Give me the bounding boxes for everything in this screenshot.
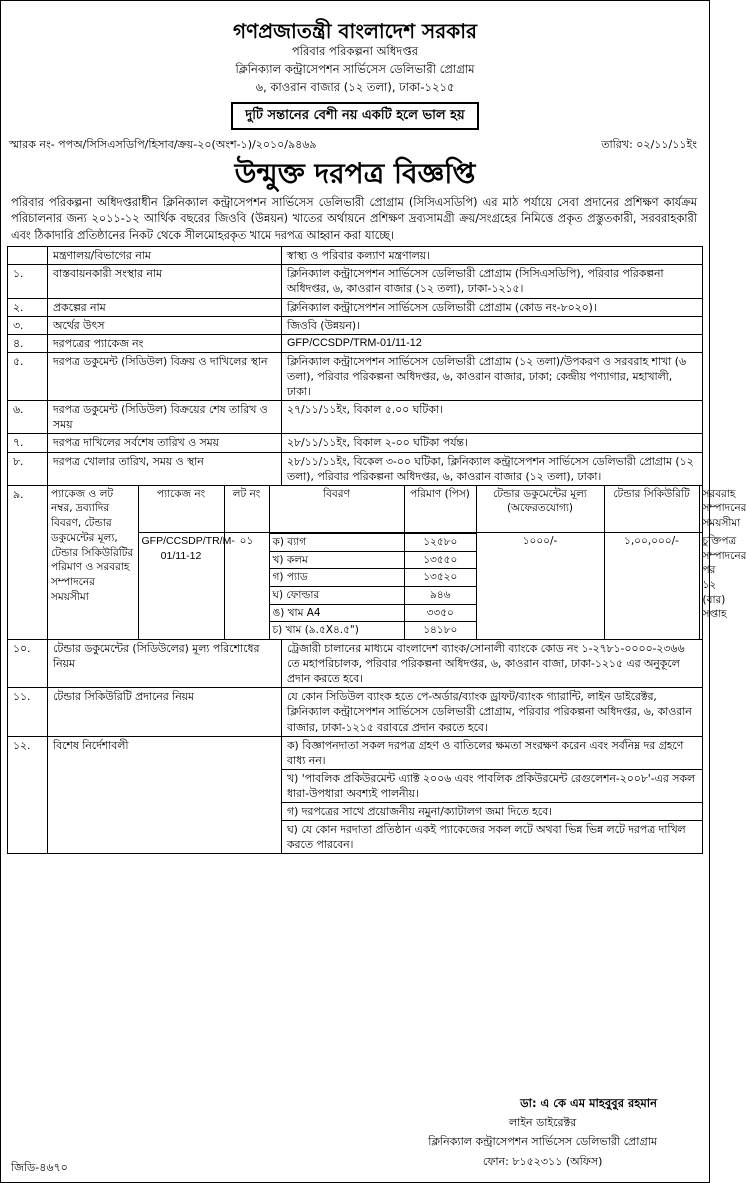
gd-number: জিডি-৪৬৭০	[11, 1161, 68, 1174]
row-number: ১০.	[8, 639, 48, 687]
table-row	[8, 316, 703, 334]
table-row	[8, 334, 703, 352]
row-number	[8, 247, 48, 265]
col-header-description: বিবরণ	[269, 486, 404, 533]
row-label: প্রকল্পের নাম	[48, 298, 282, 316]
office-phone: ফোন: ৮১৫২৩১১ (অফিস)	[482, 1154, 603, 1168]
package-lot-label: প্যাকেজ ও লট নম্বর, দ্রব্যাদির বিবরণ, টেন্ডার ডকুমেন্টের মূল্য, টেন্ডার সিকিউরিটির পরিমাণ ও সরবরাহ সম্পাদনের সময়সীমা	[51, 487, 134, 603]
row-value: ২৮/১১/১১ইং, বিকাল ২-০০ ঘটিকা পর্যন্ত।	[282, 434, 703, 452]
col-header-lot: লট নং	[224, 486, 269, 533]
row-label: দরপত্র দাখিলের সর্বশেষ তারিখ ও সময়	[48, 434, 282, 452]
document-price: ১০০০/-	[476, 532, 604, 639]
table-row	[8, 247, 703, 265]
table-row	[8, 485, 703, 639]
row-label: অর্থের উৎস	[48, 316, 282, 334]
item-row	[270, 533, 476, 551]
row-number: ৩.	[8, 316, 48, 334]
item-quantity: ১৩৫৫০	[405, 551, 476, 569]
col-header-quantity: পরিমাণ (পিস)	[404, 486, 476, 533]
signatory-name: ডা: এ কে এম মাহবুবুর রহমান	[520, 1096, 657, 1110]
col-header-doc-price: টেন্ডার ডকুমেন্টের মূল্য (অফেরতযোগ্য)	[476, 486, 604, 533]
row-value: ট্রেজারী চালানের মাধ্যমে বাংলাদেশ ব্যাংক/সোনালী ব্যাংকে কোড নং ১-২৭৮১-০০০০-২৩৬৬ তে মহাপরিচালক, পরিবার পরিকল্পনা অধিদপ্তর, ৬, কাওরান বাজা, ঢাকা-১২১৫ এর অনুকূলে প্রদান করতে হবে।	[282, 639, 703, 687]
row-number: ২.	[8, 298, 48, 316]
table-row	[8, 298, 703, 316]
items-list	[270, 533, 476, 639]
item-description: চ) খাম (৯.৫X৪.৫")	[270, 622, 405, 639]
item-description: ঘ) ফোল্ডার	[270, 586, 405, 604]
government-heading: গণপ্রজাতন্ত্রী বাংলাদেশ সরকার	[233, 19, 477, 43]
row-number: ৫.	[8, 352, 48, 400]
office-address: ৬, কাওরান বাজার (১২ তলা), ঢাকা-১২১৫	[255, 79, 455, 94]
directorate-name: পরিবার পরিকল্পনা অধিদপ্তর	[291, 44, 419, 58]
item-quantity: ১৪১৮০	[405, 622, 476, 639]
row-number: ৪.	[8, 334, 48, 352]
item-description: ঙ) খাম A4	[270, 604, 405, 622]
row-label: টেন্ডার সিকিউরিটি প্রদানের নিয়ম	[48, 688, 282, 736]
item-row	[270, 569, 476, 587]
row-value: ক্লিনিক্যাল কন্ট্রাসেপশন সার্ভিসেস ডেলিভারী প্রোগ্রাম (সিসিএসডিপি), পরিবার পরিকল্পনা অধিদপ্তর, ৬, কাওরান বাজার (১২ তলা), ঢাকা-১২১৫।	[282, 265, 703, 298]
row-number: ৯.	[8, 485, 48, 639]
row-value: ক্লিনিক্যাল কন্ট্রাসেপশন সার্ভিসেস ডেলিভারী প্রোগ্রাম (কোড নং-৮০২০)।	[282, 298, 703, 316]
item-row	[270, 604, 476, 622]
item-row	[270, 551, 476, 569]
row-number: ৮.	[8, 452, 48, 485]
row-value: GFP/CCSDP/TRM-01/11-12	[282, 334, 703, 352]
item-description: ক) ব্যাগ	[270, 533, 405, 551]
row-value: ২৮/১১/১১ইং, বিকেল ৩-০০ ঘটিকা, ক্লিনিক্যাল কন্ট্রাসেপশন সার্ভিসেস ডেলিভারী প্রোগ্রাম (১২ তলা), পরিবার পরিকল্পনা অধিদপ্তর, ৬, কাওরান বাজার (১২ তলা), ঢাকা।	[282, 452, 703, 485]
signatory-designation: লাইন ডাইরেক্টর	[508, 1116, 577, 1130]
delivery-deadline: চুক্তিপত্র সম্পাদনের পর ১২ (বার) সপ্তাহ	[699, 532, 702, 639]
col-header-deadline: সরবরাহ সম্পাদনের সময়সীমা	[699, 486, 702, 533]
col-header-security: টেন্ডার সিকিউরিটি	[604, 486, 699, 533]
table-row	[8, 736, 703, 854]
notice-intro: পরিবার পরিকল্পনা অধিদপ্তরাধীন ক্লিনিক্যাল কন্ট্রাসেপশন সার্ভিসেস ডেলিভারী প্রোগ্রাম (সিসিএসডিপি) এর মাঠ পর্যায়ে সেবা প্রদানের প্রশিক্ষণ কার্যক্রম পরিচালনার জন্য ২০১১-১২ আর্থিক বছরের জিওবি (উন্নয়ন) খাতের অর্থায়নে প্রশিক্ষণ দ্রব্যসামগ্রী ক্রয়/সংগ্রহের নিমিত্তে প্রকৃত প্রস্তুতকারী, সরবরাহকারী এবং ঠিকাদারি প্রতিষ্ঠানের নিকট থেকে সীলমোহরকৃত খামে দরপত্র আহ্বান করা যাচ্ছে।	[11, 196, 697, 242]
item-row	[270, 622, 476, 639]
memo-date: তারিখ: ০২/১১/১১ইং	[601, 137, 697, 151]
row-label: টেন্ডার ডকুমেন্টের (সিডিউলের) মূল্য পরিশোধের নিয়ম	[48, 639, 282, 687]
row-label: বাস্তবায়নকারী সংস্থার নাম	[48, 265, 282, 298]
tender-security: ১,০০,০০০/-	[604, 532, 699, 639]
table-row	[8, 639, 703, 687]
table-row	[8, 688, 703, 736]
tender-details-table	[7, 246, 746, 854]
item-row	[270, 586, 476, 604]
row-number: ৬.	[8, 401, 48, 434]
lot-number: ০১	[224, 532, 269, 639]
row-label: দরপত্র খোলার তারিখ, সময় ও স্থান	[48, 452, 282, 485]
item-quantity: ৯৪৬	[405, 586, 476, 604]
row-label: বিশেষ নির্দেশাবলী	[48, 736, 282, 854]
notice-title: উন্মুক্ত দরপত্র বিজ্ঞপ্তি	[234, 157, 476, 191]
col-header-package: প্যাকেজ নং	[138, 486, 224, 533]
signatory-program: ক্লিনিক্যাল কন্ট্রাসেপশন সার্ভিসেস ডেলিভারী প্রোগ্রাম	[428, 1135, 657, 1149]
instruction-item: খ) 'পাবলিক প্রকিউরমেন্ট এ্যাক্ট ২০০৬ এবং পাবলিক প্রকিউরমেন্ট রেগুলেশন-২০০৮'-এর সকল ধারা-উপধারা অবশ্যই পালনীয়।	[282, 770, 702, 803]
table-row	[8, 434, 703, 452]
row-value: ২৭/১১/১১ইং, বিকাল ৫.০০ ঘটিকা।	[282, 401, 703, 434]
row-value: যে কোন সিডিউল ব্যাংক হতে পে-অর্ডার/ব্যাংক ড্রাফট/ব্যাংক গ্যারান্টি, লাইন ডাইরেক্টর, ক্লিনিক্যাল কন্ট্রাসেপশন সার্ভিসেস ডেলিভারী প্রোগ্রাম, পরিবার পরিকল্পনা অধিদপ্তর, ৬, কাওরান বাজার, ঢাকা-১২১৫ বরাবরে প্রদান করতে হবে।	[282, 688, 703, 736]
item-quantity: ১২৫৮০	[405, 533, 476, 551]
item-quantity: ৩৩৫০	[405, 604, 476, 622]
table-row	[8, 265, 703, 298]
item-quantity: ১৩৫২০	[405, 569, 476, 587]
row-number: ৭.	[8, 434, 48, 452]
row-number: ১১.	[8, 688, 48, 736]
row-number: ১২.	[8, 736, 48, 854]
row-label: দরপত্র ডকুমেন্ট (সিডিউল) বিক্রয়ের শেষ তারিখ ও সময়	[48, 401, 282, 434]
program-name: ক্লিনিক্যাল কন্ট্রাসেপশন সার্ভিসেস ডেলিভারী প্রোগ্রাম	[235, 61, 475, 76]
row-label: দরপত্রের প্যাকেজ নং	[48, 334, 282, 352]
instruction-item: গ) দরপত্রের সাথে প্রয়োজনীয় নমুনা/ক্যাটালগ জমা দিতে হবে।	[282, 803, 702, 821]
table-row	[8, 401, 703, 434]
row-label: দরপত্র ডকুমেন্ট (সিডিউল) বিক্রয় ও দাখিলের স্থান	[48, 352, 282, 400]
memo-reference: স্মারক নং- পপঅ/সিসিএসডিপি/হিসাব/ক্রয়-২০(অংশ-১)/২০১০/৯৪৬৯	[9, 137, 317, 151]
package-lot-table	[48, 486, 746, 639]
item-description: খ) কলম	[270, 551, 405, 569]
row-label: মন্ত্রণালয়/বিভাগের নাম	[48, 247, 282, 265]
package-number: GFP/CCSDP/TR/M-01/11-12	[138, 532, 224, 639]
table-row	[8, 452, 703, 485]
instruction-item: ঘ) যে কোন দরদাতা প্রতিষ্ঠান একই প্যাকেজের সকল লটে অথবা ভিন্ন ভিন্ন লটে দরপত্র দাখিল করতে পারবেন।	[287, 823, 686, 852]
row-number: ১.	[8, 265, 48, 298]
family-planning-slogan: দুটি সন্তানের বেশী নয় একটি হলে ভাল হয়	[231, 102, 478, 129]
row-value: জিওবি (উন্নয়ন)।	[282, 316, 703, 334]
row-value: ক্লিনিক্যাল কন্ট্রাসেপশন সার্ভিসেস ডেলিভারী প্রোগ্রাম (১২ তলা)/উপকরণ ও সরবরাহ শাখা (৬ তলা), পরিবার পরিকল্পনা অধিদপ্তর, ৬, কাওরান বাজার, ঢাকা; কেন্দ্রীয় পণ্যাগার, মহাখালী, ঢাকা।	[282, 352, 703, 400]
table-row	[8, 352, 703, 400]
row-value: স্বাস্থ্য ও পরিবার কল্যাণ মন্ত্রণালয়।	[282, 247, 703, 265]
item-description: গ) প্যাড	[270, 569, 405, 587]
signature-block	[428, 1093, 657, 1171]
special-instructions	[282, 737, 702, 854]
instruction-item: ক) বিজ্ঞাপনদাতা সকল দরপত্র গ্রহণ ও বাতিলের ক্ষমতা সংরক্ষণ করেন এবং সর্বনিম্ন দর গ্রহণে বাধ্য নন।	[282, 737, 702, 770]
memo-row	[1, 138, 709, 153]
